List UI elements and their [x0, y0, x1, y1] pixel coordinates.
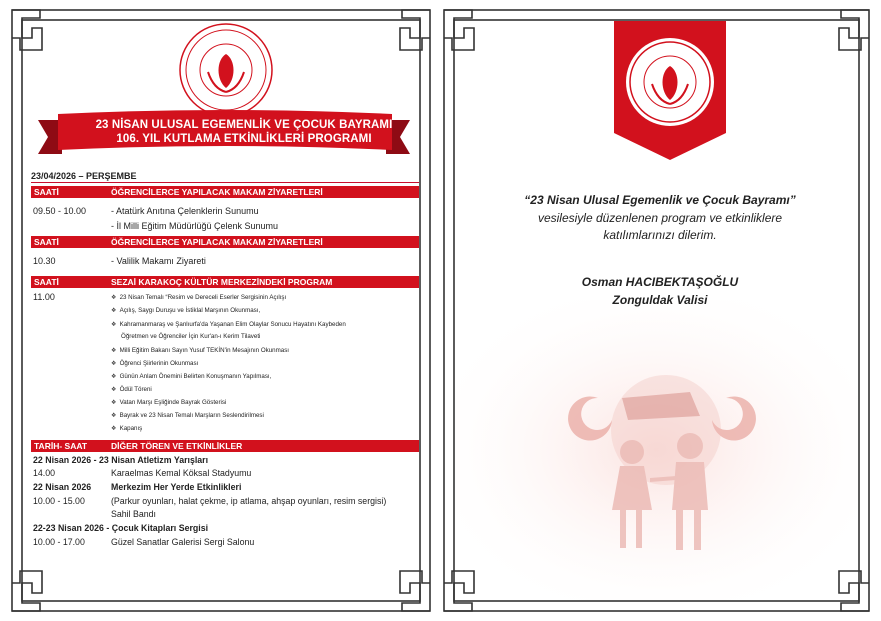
- list-item: ❖ Kapanış: [111, 425, 143, 432]
- signer-name: Osman HACIBEKTAŞOĞLU: [581, 275, 739, 289]
- list-item-text: Öğrenci Şiirlerinin Okunması: [119, 360, 199, 367]
- program-date: 23/04/2026 – PERŞEMBE: [31, 171, 137, 181]
- list-item-text: Öğretmen ve Öğrenciler İçin Kur'an-ı Kerim Tilaveti: [121, 333, 261, 340]
- event-title-text: Merkezim Her Yerde Etkinlikleri: [111, 482, 242, 492]
- left-seal: [180, 24, 272, 116]
- list-item-text: Bayrak ve 23 Nisan Temalı Marşların Seslendirilmesi: [119, 412, 264, 419]
- event-time: 10.00 - 17.00: [33, 537, 85, 547]
- list-item-text: Kahramanmaraş ve Şanlıurfa'da Yaşanan Elim Olaylar Sonucu Hayatını Kaybeden: [119, 321, 346, 328]
- greeting-line3: katılımlarınızı dilerim.: [603, 228, 717, 242]
- right-ribbon: [614, 21, 726, 160]
- list-item: ❖ Ödül Töreni: [111, 386, 152, 393]
- row-text: - Atatürk Anıtına Çelenklerin Sunumu: [111, 206, 259, 216]
- section-col1: SAATİ: [34, 237, 59, 247]
- section-header: [31, 186, 419, 198]
- event-location: Güzel Sanatlar Galerisi Sergi Salonu: [111, 537, 255, 547]
- event-title: [111, 482, 241, 492]
- list-item: ❖ 23 Nisan Temalı “Resim ve Dereceli Eserler Sergisinin Açılışı: [111, 294, 287, 301]
- list-item-text: 23 Nisan Temalı “Resim ve Dereceli Eserler Sergisinin Açılışı: [119, 294, 287, 301]
- event-description: (Parkur oyunları, halat çekme, ip atlama, ahşap oyunları, resim sergisi): [111, 496, 387, 506]
- event-title-text: 22-23 Nisan 2026 - Çocuk Kitapları Sergisi: [33, 523, 209, 533]
- program-title: [60, 118, 428, 146]
- section-col1: SAATİ: [34, 187, 59, 197]
- program-title-line2: 106. YIL KUTLAMA ETKİNLİKLERİ PROGRAMI: [116, 133, 372, 145]
- list-item: ❖ Açılış, Saygı Duruşu ve İstiklal Marşının Okunması,: [111, 307, 261, 314]
- list-item-continued: [121, 333, 260, 341]
- section-col2: SEZAİ KARAKOÇ KÜLTÜR MERKEZİNDEKİ PROGRAM: [111, 277, 333, 287]
- list-item: ❖ Bayrak ve 23 Nisan Temalı Marşların Seslendirilmesi: [111, 412, 264, 419]
- row-text: - İl Milli Eğitim Müdürlüğü Çelenk Sunumu: [111, 221, 279, 231]
- section-header: [31, 236, 419, 248]
- list-item: ❖ Kahramanmaraş ve Şanlıurfa'da Yaşanan Elim Olaylar Sonucu Hayatını Kaybeden: [111, 321, 346, 328]
- event-time: 14.00: [33, 468, 56, 478]
- event-location: Sahil Bandı: [111, 509, 156, 519]
- section-col2: ÖĞRENCİLERCE YAPILACAK MAKAM ZİYARETLERİ: [111, 237, 323, 247]
- list-item: ❖ Günün Anlam Önemini Belirten Konuşmanın Yapılması,: [111, 373, 272, 380]
- section-col1: TARİH- SAAT: [34, 441, 88, 451]
- program-title-line1: 23 NİSAN ULUSAL EGEMENLİK VE ÇOCUK BAYRAMI: [95, 119, 393, 131]
- list-item-text: Açılış, Saygı Duruşu ve İstiklal Marşının Okunması,: [119, 307, 261, 314]
- list-item: ❖ Öğrenci Şiirlerinin Okunması: [111, 360, 199, 367]
- list-item: ❖ Vatan Marşı Eşliğinde Bayrak Gösterisi: [111, 399, 227, 406]
- event-date: [33, 482, 91, 492]
- list-item-text: Milli Eğitim Bakanı Sayın Yusuf TEKİN'in Mesajının Okunması: [119, 347, 290, 354]
- row-time: 11.00: [33, 292, 55, 302]
- list-item: ❖ Milli Eğitim Bakanı Sayın Yusuf TEKİN'in Mesajının Okunması: [111, 347, 290, 354]
- section-header: [31, 440, 419, 452]
- row-time: 09.50 - 10.00: [33, 206, 87, 216]
- event-title: [33, 523, 208, 533]
- greeting-line2: vesilesiyle düzenlenen program ve etkinliklere: [537, 211, 783, 225]
- list-item-text: Ödül Töreni: [119, 386, 152, 393]
- event-date-text: 22 Nisan 2026: [33, 482, 92, 492]
- divider: [31, 182, 419, 183]
- section-col2: ÖĞRENCİLERCE YAPILACAK MAKAM ZİYARETLERİ: [111, 187, 323, 197]
- event-title: [33, 455, 208, 465]
- signer-title: Zonguldak Valisi: [612, 293, 708, 307]
- section-col1: SAATİ: [34, 277, 59, 287]
- row-text: - Valilik Makamı Ziyareti: [111, 256, 206, 266]
- list-item-text: Kapanış: [119, 425, 143, 432]
- event-time: 10.00 - 15.00: [33, 496, 85, 506]
- section-header: [31, 276, 419, 288]
- greeting-line1: “23 Nisan Ulusal Egemenlik ve Çocuk Bayramı”: [524, 193, 796, 207]
- list-item-text: Vatan Marşı Eşliğinde Bayrak Gösterisi: [119, 399, 227, 406]
- event-title-text: 22 Nisan 2026 - 23 Nisan Atletizm Yarışları: [33, 455, 209, 465]
- event-location: Karaelmas Kemal Köksal Stadyumu: [111, 468, 252, 478]
- row-time: 10.30: [33, 256, 56, 266]
- list-item-text: Günün Anlam Önemini Belirten Konuşmanın Yapılması,: [119, 373, 272, 380]
- section-col2: DİĞER TÖREN VE ETKİNLİKLER: [111, 441, 243, 451]
